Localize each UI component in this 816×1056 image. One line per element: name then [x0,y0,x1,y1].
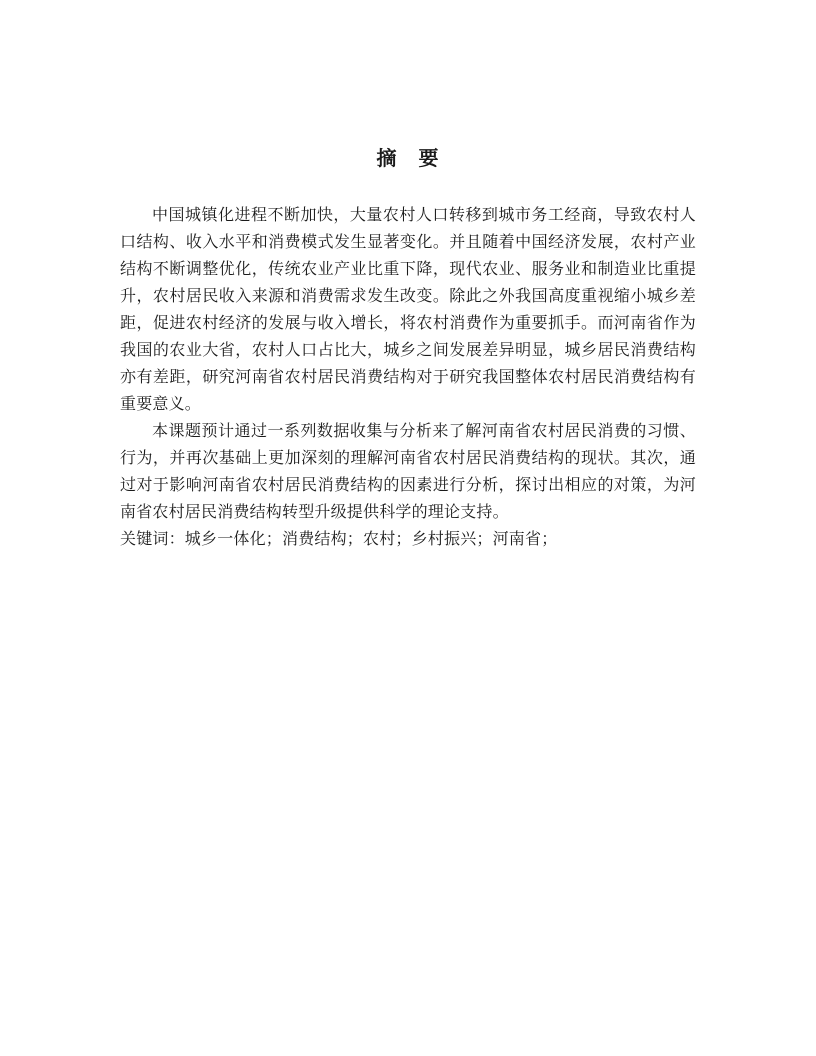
abstract-paragraph-1: 中国城镇化进程不断加快，大量农村人口转移到城市务工经商，导致农村人口结构、收入水平和消费模式发生显著变化。并且随着中国经济发展，农村产业结构不断调整优化，传统农业产业比重下降，现代农业、服务业和制造业比重提升，农村居民收入来源和消费需求发生改变。除此之外我国高度重视缩小城乡差距，促进农村经济的发展与收入增长，将农村消费作为重要抓手。而河南省作为我国的农业大省，农村人口占比大，城乡之间发展差异明显，城乡居民消费结构亦有差距，研究河南省农村居民消费结构对于研究我国整体农村居民消费结构有重要意义。 [120,207,696,413]
abstract-paragraph-2: 本课题预计通过一系列数据收集与分析来了解河南省农村居民消费的习惯、行为，并再次基础上更加深刻的理解河南省农村居民消费结构的现状。其次，通过对于影响河南省农村居民消费结构的因素进行分析，探讨出相应的对策，为河南省农村居民消费结构转型升级提供科学的理论支持。 [120,423,696,521]
keywords-line: 关键词：城乡一体化；消费结构；农村；乡村振兴；河南省； [120,531,558,548]
abstract-title: 摘 要 [376,148,440,170]
